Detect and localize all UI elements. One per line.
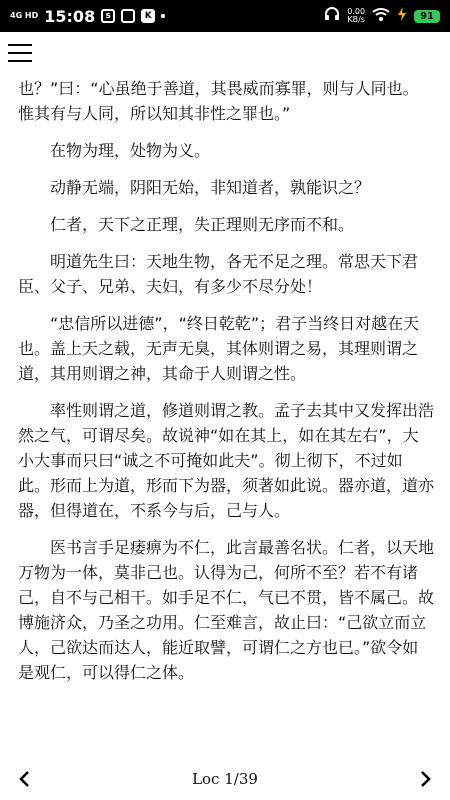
reader-text-content <box>18 76 434 697</box>
paragraph: 明道先生曰：天地生物，各无不足之理。常思天下君臣、父子、兄弟、夫妇，有多少不尽分处！ <box>18 252 419 296</box>
status-time: 15:08 <box>44 6 96 26</box>
paragraph: 率性则谓之道，修道则谓之教。孟子去其中又发挥出浩然之气，可谓尽矣。故说神“如在其上，如在其左右”，大小大事而只曰“诚之不可掩如此夫”。彻上彻下，不过如此。形而上为道，形而下为器，须著如此说。器亦道，道亦器，但得道在，不系今与后，己与人。 <box>18 401 435 520</box>
network-indicator: 4G HD <box>10 11 39 20</box>
location-indicator: Loc 1/39 <box>192 770 258 788</box>
headphones-icon <box>324 6 340 26</box>
wifi-icon <box>372 7 390 25</box>
speed-value: 0.00 <box>347 7 366 16</box>
network-speed <box>347 8 365 24</box>
chevron-right-icon <box>420 770 432 788</box>
previous-page-button[interactable] <box>12 767 36 791</box>
next-page-button[interactable] <box>414 767 438 791</box>
notification-k-icon: K <box>141 9 155 23</box>
paragraph-continued: 也？”曰：“心虽绝于善道，其畏威而寡罪，则与人同也。惟其有与人同，所以知其非性之罪也。” <box>18 79 419 123</box>
paragraph: “忠信所以进德”，“终日乾乾”；君子当终日对越在天也。盖上天之载，无声无臭，其体则谓之易，其理则谓之道，其用则谓之神，其命于人则谓之性。 <box>18 314 420 383</box>
notification-box-icon <box>121 9 135 23</box>
paragraph: 在物为理，处物为义。 <box>50 141 211 160</box>
battery-level: 91 <box>414 10 440 23</box>
charging-icon <box>397 7 407 25</box>
speed-unit: KB/s <box>347 15 365 24</box>
status-bar <box>0 0 450 32</box>
menu-icon[interactable] <box>8 44 32 62</box>
paragraph: 动静无端，阴阳无始，非知道者，孰能识之？ <box>50 178 371 197</box>
notification-dot-icon <box>161 14 165 18</box>
reader-bottom-bar <box>0 758 450 800</box>
paragraph: 医书言手足痿痹为不仁，此言最善名状。仁者，以天地万物为一体，莫非己也。认得为己，何所不至？若不有诸己，自不与己相干。如手足不仁，气已不贯，皆不属己。故博施济众，乃圣之功用。仁至难言，故止曰：“己欲立而立人，己欲达而达人，能近取譬，可谓仁之方也已。”欲令如是观仁，可以得仁之体。 <box>18 538 435 682</box>
chevron-left-icon <box>18 770 30 788</box>
paragraph: 仁者，天下之正理，失正理则无序而不和。 <box>50 215 355 234</box>
reader-top-bar <box>0 32 450 74</box>
notification-app-icon: s <box>101 9 115 23</box>
